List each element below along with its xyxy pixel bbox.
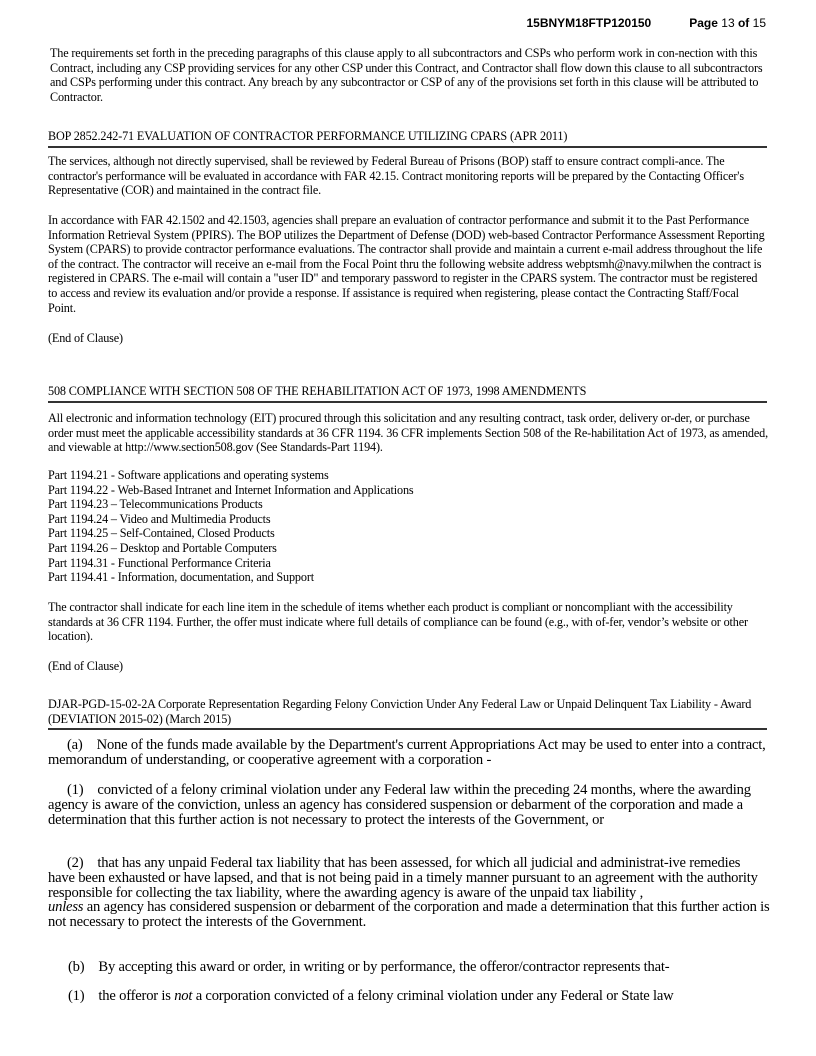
djar-clause-a1 [48,783,770,827]
intro-paragraph: The requirements set forth in the preceding paragraphs of this clause apply to all subcontractors and CSPs who perform work in con-nection with this Contract, including any CSP providing services for any other CSP under this Contract, and Contractor shall flow down this clause to all subcontractors and CSPs performing under this contract. Any breach by any subcontractor or CSP of any of the provisions set forth in this clause will be attributed to Contractor. [50,46,763,104]
list-item: Part 1194.22 - Web-Based Intranet and Internet Information and Applications [48,482,414,497]
clause-a2-label: (2) [67,855,84,871]
clause-a2-unless-rest: an agency has considered suspension or debarment of the corporation and made a determination that this further action is not necessary to protect the interests of the Government. [48,899,770,931]
clause-b1-text-pre: the offeror is [98,988,175,1004]
list-item: Part 1194.41 - Information, documentation, and Support [48,570,314,585]
section508-paragraph-2: The contractor shall indicate for each line item in the schedule of items whether each product is compliant or noncompliant with the accessibility standards at 36 CFR 1194. Further, the offer must indicate where full details of compliance can be found (e.g., with of-fer, vendor’s website or other location). [48,600,748,644]
cpars-end-of-clause: (End of Clause) [48,331,123,345]
list-item: Part 1194.26 – Desktop and Portable Computers [48,540,277,555]
clause-b1-text-italic: not [174,988,193,1004]
section508-paragraph-1: All electronic and information technology (EIT) procured through this solicitation and any resulting contract, task order, delivery or-der, or purchase order must meet the applicable accessibility standards at 36 CFR 1194. 36 CFR implements Section 508 of the Re-habilitation Act of 1973, as amended, and viewable at http://www.section508.gov (See Standards-Part 1194). [48,411,768,455]
djar-clause-a2 [48,856,770,930]
clause-b-label: (b) [68,959,85,975]
list-item: Part 1194.23 – Telecommunications Products [48,497,263,512]
djar-clause-b [68,960,790,975]
page-header [0,16,766,30]
clause-a1-label: (1) [67,782,84,798]
list-item: Part 1194.21 - Software applications and operating systems [48,468,329,482]
clause-a2-unless-italic: unless [48,899,84,916]
clause-b1-label: (1) [68,988,85,1004]
page-label: Page [689,16,718,30]
clause-a2-text: that has any unpaid Federal tax liability that has been assessed, for which all judicial and administrat-ive remedies have been exhausted or have lapsed, and that is not being paid in a timely manner pursuant to an agreement with the authority responsible for collecting the tax liability, where the awarding agency is aware of the unpaid tax liability , [48,855,758,901]
djar-clause-a [48,738,770,768]
section508-heading: 508 COMPLIANCE WITH SECTION 508 OF THE REHABILITATION ACT OF 1973, 1998 AMENDMENTS [48,384,767,403]
djar-clause-b1 [68,989,790,1004]
clause-b-text: By accepting this award or order, in writing or by performance, the offeror/contractor represents that- [98,959,670,975]
document-number: 15BNYM18FTP120150 [526,16,652,30]
djar-heading: DJAR-PGD-15-02-2A Corporate Representation Regarding Felony Conviction Under Any Federal Law or Unpaid Delinquent Tax Liability - Award (DEVIATION 2015-02) (March 2015) [48,697,767,730]
section508-end-of-clause: (End of Clause) [48,659,123,673]
page-of-label: of [737,16,750,30]
cpars-heading: BOP 2852.242-71 EVALUATION OF CONTRACTOR PERFORMANCE UTILIZING CPARS (APR 2011) [48,129,767,148]
clause-a1-text: convicted of a felony criminal violation under any Federal law within the preceding 24 months, where the awarding agency is aware of the conviction, unless an agency has considered suspension or debarment of the corporation and made a determination that this further action is not necessary to protect the interests of the Government, or [48,782,751,828]
clause-b1-text-post: a corporation convicted of a felony criminal violation under any Federal or State law [192,988,674,1004]
cpars-paragraph-2: In accordance with FAR 42.1502 and 42.1503, agencies shall prepare an evaluation of contractor performance and submit it to the Past Performance Information Retrieval System (PPIRS). The BOP utilizes the Department of Defense (DOD) web-based Contractor Performance Assessment Reporting System (CPARS) to provide contractor performance evaluations. The contractor shall provide and maintain a current e-mail address throughout the life of the contract. The contractor will receive an e-mail from the Focal Point thru the following website address webptsmh@navy.milwhen the contract is registered in CPARS. The e-mail will contain a "user ID" and temporary password to register in the CPARS system. The contractor must be registered to access and review its evaluation and/or provide a response. If assistance is required when registering, please contact the Contracting Staff/Focal Point. [48,213,765,315]
clause-a-text: None of the funds made available by the Department's current Appropriations Act may be used to enter into a contract, memorandum of understanding, or cooperative agreement with a corporation - [48,737,766,768]
list-item: Part 1194.25 – Self-Contained, Closed Products [48,526,275,541]
page-current: 13 [721,16,735,30]
list-item: Part 1194.24 – Video and Multimedia Products [48,511,271,526]
clause-a-label: (a) [67,737,83,753]
cpars-paragraph-1: The services, although not directly supervised, shall be reviewed by Federal Bureau of Prisons (BOP) staff to ensure contract compli-ance. The contractor's performance will be evaluated in accordance with FAR 42.15. Contract monitoring reports will be prepared by the Contacting Officer's Representative (COR) and maintained in the contract file. [48,154,744,198]
page-total: 15 [752,16,766,30]
section508-parts-list [48,468,768,585]
list-item: Part 1194.31 - Functional Performance Criteria [48,555,271,570]
